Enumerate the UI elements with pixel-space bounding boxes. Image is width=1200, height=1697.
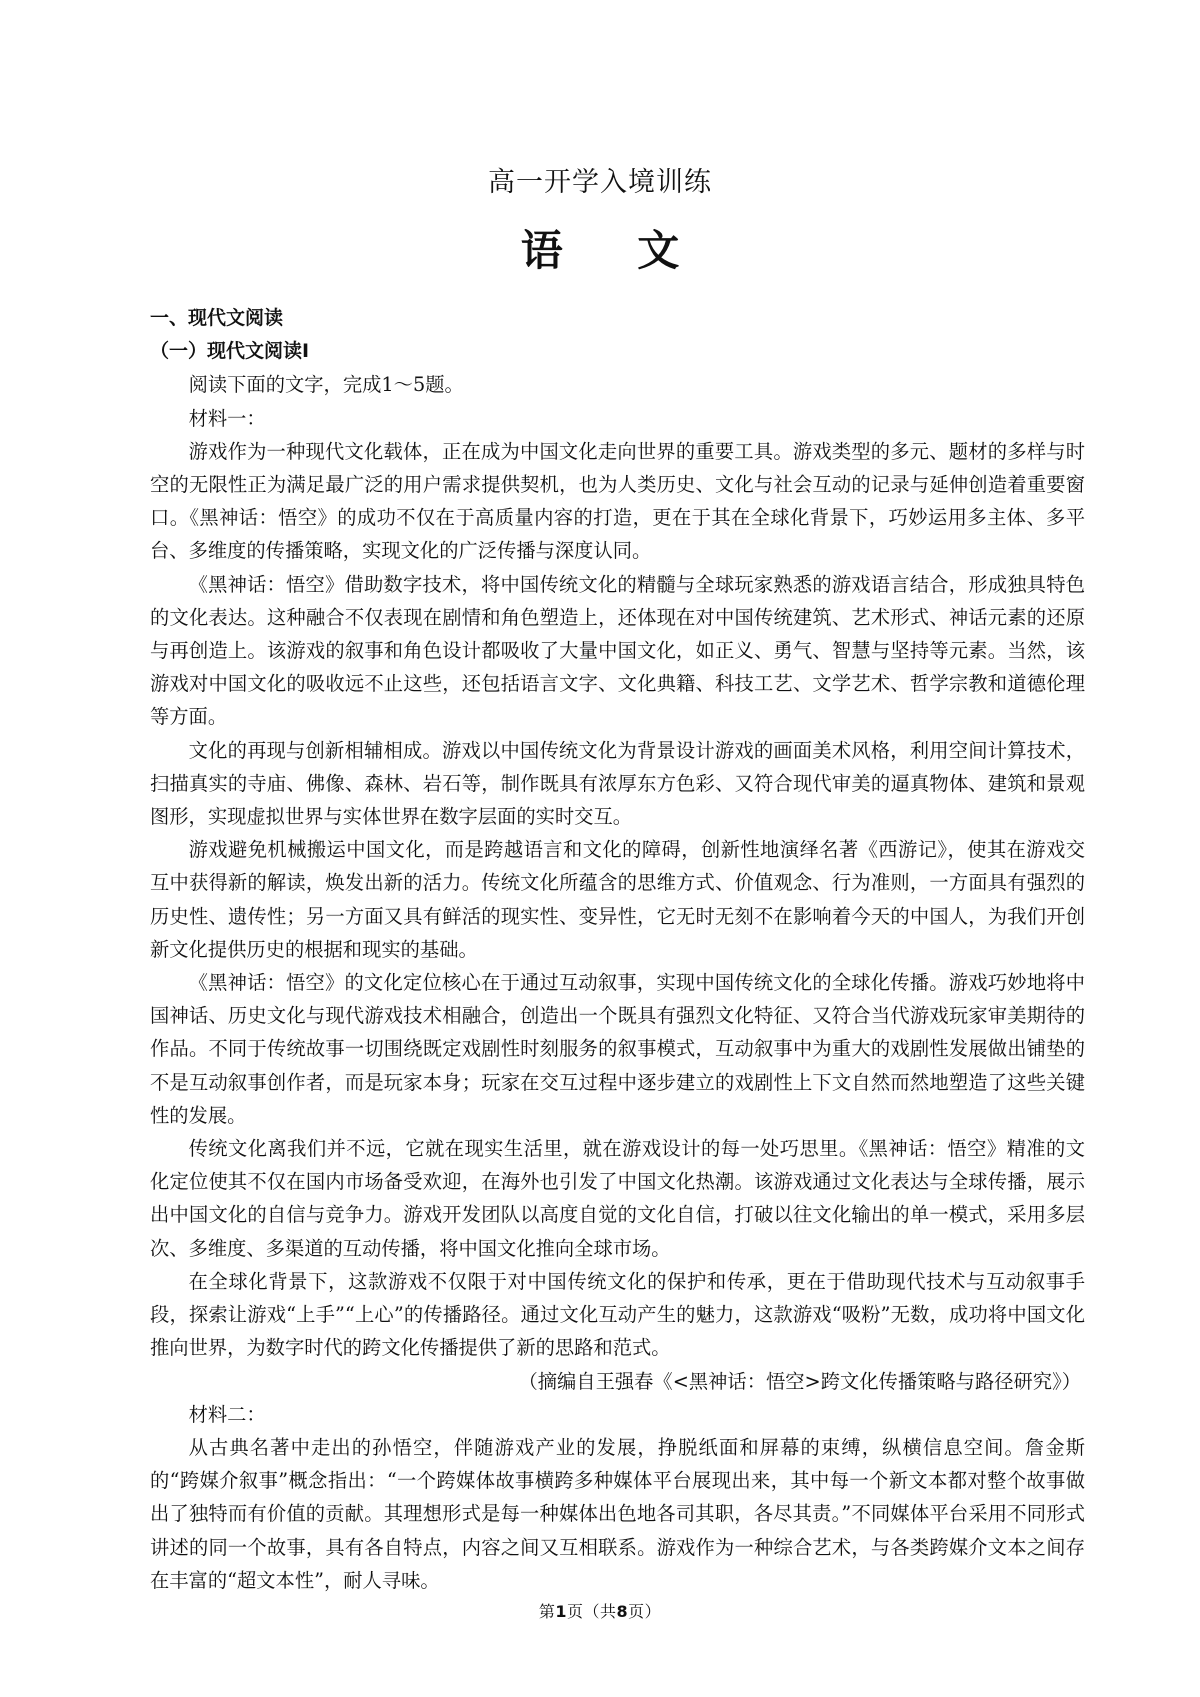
material-two-label: 材料二： — [188, 1402, 266, 1426]
material-one-source: （摘编自王强春《<黑神话：悟空>跨文化传播策略与路径研究》） — [518, 1369, 1081, 1393]
material-two-paragraph: 从古典名著中走出的孙悟空，伴随游戏产业的发展，挣脱纸面和屏幕的束缚，纵横信息空间。詹金斯的“跨媒介叙事”概念指出：“一个跨媒体故事横跨多种媒体平台展现出来，其中每一个新文本都对整个故事做出了独特而有价值的贡献。其理想形式是每一种媒体出色地各司其职，各尽其责。”不同媒体平台采用不同形式讲述的同一个故事，具有各自特点，内容之间又互相联系。游戏作为一种综合艺术，与各类跨媒介文本之间存在丰富的“超文本性”，耐人寻味。 — [150, 1435, 1085, 1592]
material-one-paragraph: 《黑神话：悟空》借助数字技术，将中国传统文化的精髓与全球玩家熟悉的游戏语言结合，形成独具特色的文化表达。这种融合不仅表现在剧情和角色塑造上，还体现在对中国传统建筑、艺术形式、神话元素的还原与再创造上。该游戏的叙事和角色设计都吸收了大量中国文化，如正义、勇气、智慧与坚持等元素。当然，该游戏对中国文化的吸收远不止这些，还包括语言文字、文化典籍、科技工艺、文学艺术、哲学宗教和道德伦理等方面。 — [150, 572, 1085, 729]
footer-middle: 页（共 — [566, 1602, 617, 1621]
footer-suffix: 页） — [628, 1602, 662, 1621]
material-one-paragraph: 游戏作为一种现代文化载体，正在成为中国文化走向世界的重要工具。游戏类型的多元、题材的多样与时空的无限性正为满足最广泛的用户需求提供契机，也为人类历史、文化与社会互动的记录与延伸创造着重要窗口。《黑神话：悟空》的成功不仅在于高质量内容的打造，更在于其在全球化背景下，巧妙运用多主体、多平台、多维度的传播策略，实现文化的广泛传播与深度认同。 — [150, 439, 1085, 563]
material-one-paragraph: 在全球化背景下，这款游戏不仅限于对中国传统文化的保护和传承，更在于借助现代技术与互动叙事手段，探索让游戏“上手”“上心”的传播路径。通过文化互动产生的魅力，这款游戏“吸粉”无数，成功将中国文化推向世界，为数字时代的跨文化传播提供了新的思路和范式。 — [150, 1269, 1085, 1360]
page-footer — [0, 1599, 1200, 1622]
material-one-label: 材料一： — [188, 406, 266, 430]
material-one-paragraph: 传统文化离我们并不远，它就在现实生活里，就在游戏设计的每一处巧思里。《黑神话：悟空》精准的文化定位使其不仅在国内市场备受欢迎，在海外也引发了中国文化热潮。该游戏通过文化表达与全球传播，展示出中国文化的自信与竞争力。游戏开发团队以高度自觉的文化自信，打破以往文化输出的单一模式，采用多层次、多维度、多渠道的互动传播，将中国文化推向全球市场。 — [150, 1137, 1085, 1260]
footer-page-number: 1 — [555, 1602, 567, 1621]
subject-title: 语 文 — [520, 226, 710, 275]
section-heading: 一、现代文阅读 — [150, 307, 284, 329]
exam-title: 高一开学入境训练 — [488, 167, 712, 198]
material-one-paragraph: 《黑神话：悟空》的文化定位核心在于通过互动叙事，实现中国传统文化的全球化传播。游戏巧妙地将中国神话、历史文化与现代游戏技术相融合，创造出一个既具有强烈文化特征、又符合当代游戏玩家审美期待的作品。不同于传统故事一切围绕既定戏剧性时刻服务的叙事模式，互动叙事中为重大的戏剧性发展做出铺垫的不是互动叙事创作者，而是玩家本身；玩家在交互过程中逐步建立的戏剧性上下文自然而然地塑造了这些关键性的发展。 — [150, 971, 1085, 1127]
material-one-paragraph: 游戏避免机械搬运中国文化，而是跨越语言和文化的障碍，创新性地演绎名著《西游记》，使其在游戏交互中获得新的解读，焕发出新的活力。传统文化所蕴含的思维方式、价值观念、行为准则，一方面具有强烈的历史性、遗传性；另一方面又具有鲜活的现实性、变异性，它无时无刻不在影响着今天的中国人，为我们开创新文化提供历史的根据和现实的基础。 — [150, 838, 1085, 961]
footer-total-pages: 8 — [616, 1602, 629, 1621]
subsection-heading: （一）现代文阅读Ⅰ — [150, 340, 310, 363]
reading-instruction: 阅读下面的文字，完成1～5题。 — [188, 373, 464, 397]
material-one-paragraph: 文化的再现与创新相辅相成。游戏以中国传统文化为背景设计游戏的画面美术风格，利用空间计算技术，扫描真实的寺庙、佛像、森林、岩石等，制作既具有浓厚东方色彩、又符合现代审美的逼真物体、建筑和景观图形，实现虚拟世界与实体世界在数字层面的实时交互。 — [150, 738, 1085, 829]
exam-content — [150, 302, 1085, 1597]
footer-prefix: 第 — [538, 1602, 556, 1621]
